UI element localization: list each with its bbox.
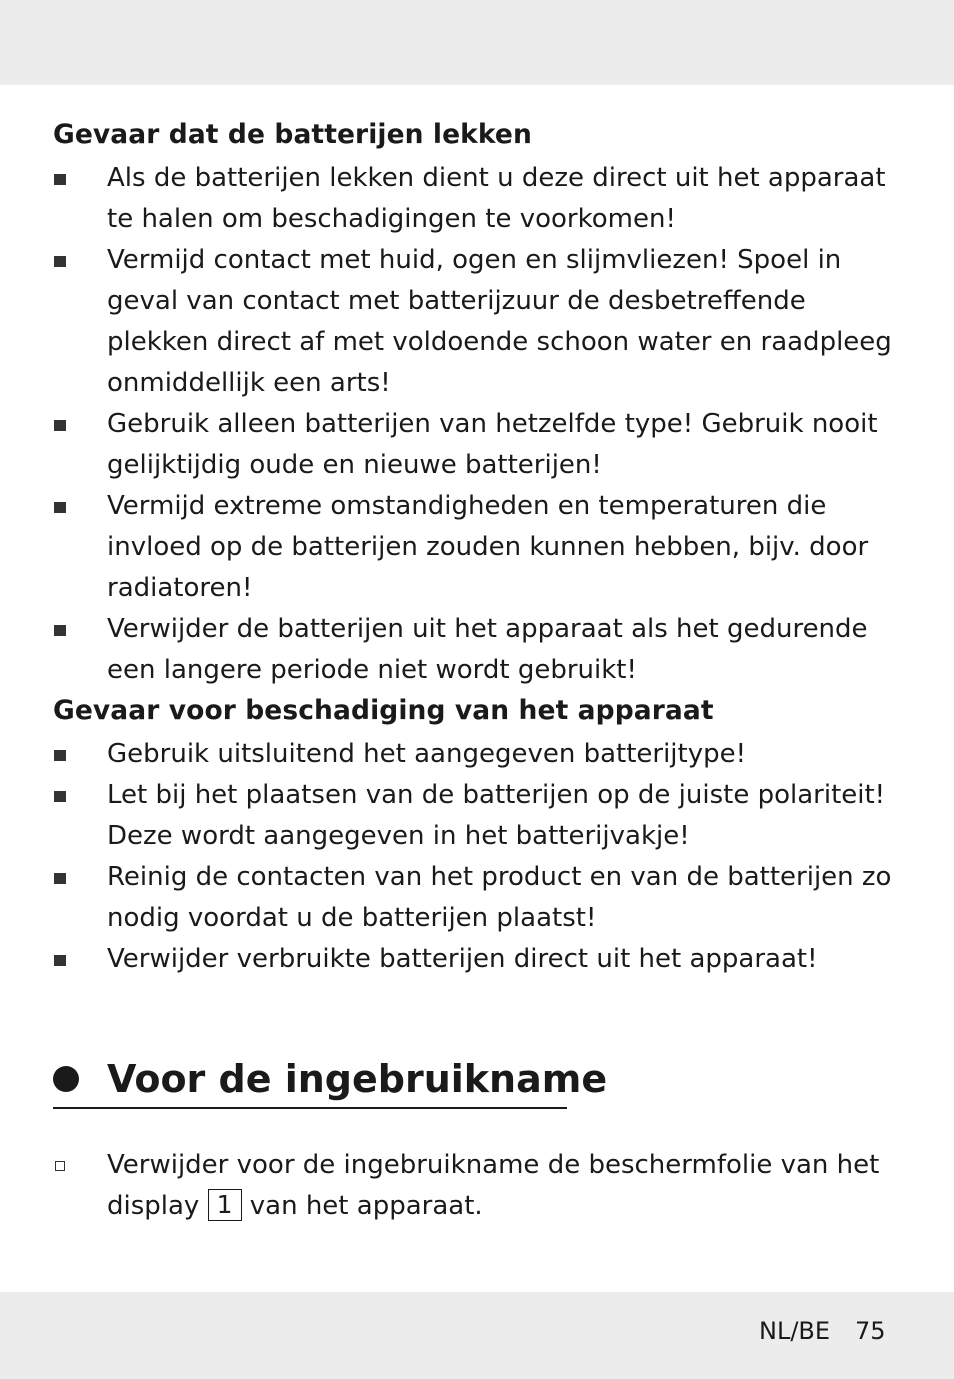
list-item: Verwijder de batterijen uit het apparaat als het gedurende een langere periode niet wordt gebruikt! (53, 609, 913, 691)
list-item: Verwijder verbruikte batterijen direct uit het apparaat! (53, 939, 913, 980)
list-item: Gebruik alleen batterijen van hetzelfde type! Gebruik nooit gelijktijdig oude en nieuwe batterijen! (53, 404, 913, 486)
square-bullet-icon (54, 502, 66, 513)
square-bullet-icon (54, 750, 66, 761)
list-item: Let bij het plaatsen van de batterijen op de juiste polariteit! Deze wordt aangegeven in het batterijvakje! (53, 775, 913, 857)
instruction-list (53, 1145, 913, 1227)
list-item: Vermijd contact met huid, ogen en slijmvliezen! Spoel in geval van contact met batterijzuur de desbetreffende plekken direct af met voldoende schoon water en raadpleeg onmiddellijk een arts! (53, 240, 913, 404)
section-title (53, 1055, 608, 1109)
square-bullet-icon (54, 174, 66, 185)
list-item: Vermijd extreme omstandigheden en temperaturen die invloed op de batterijen zouden kunnen hebben, bijv. door radiatoren! (53, 486, 913, 609)
square-bullet-icon (54, 625, 66, 636)
filled-circle-icon (53, 1066, 79, 1092)
list-item: Als de batterijen lekken dient u deze direct uit het apparaat te halen om beschadigingen te voorkomen! (53, 158, 913, 240)
heading-battery-leak: Gevaar dat de batterijen lekken (53, 119, 532, 150)
section-title-text: Voor de ingebruikname (107, 1057, 608, 1101)
square-bullet-icon (54, 873, 66, 884)
checkbox-bullet-icon (55, 1161, 65, 1171)
list-item: Reinig de contacten van het product en van de batterijen zo nodig voordat u de batterijen plaatst! (53, 857, 913, 939)
battery-leak-list (53, 158, 913, 691)
figure-reference-badge: 1 (208, 1189, 242, 1221)
square-bullet-icon (54, 955, 66, 966)
square-bullet-icon (54, 256, 66, 267)
list-item: Gebruik uitsluitend het aangegeven batterijtype! (53, 734, 913, 775)
instruction-step: Verwijder voor de ingebruikname de beschermfolie van het display 1 van het apparaat. (53, 1145, 913, 1227)
footer-language: NL/BE (759, 1317, 831, 1345)
page-number: 75 (855, 1317, 886, 1345)
heading-device-damage: Gevaar voor beschadiging van het apparaat (53, 695, 714, 726)
top-band (0, 0, 954, 85)
square-bullet-icon (54, 791, 66, 802)
device-damage-list (53, 734, 913, 980)
square-bullet-icon (54, 420, 66, 431)
